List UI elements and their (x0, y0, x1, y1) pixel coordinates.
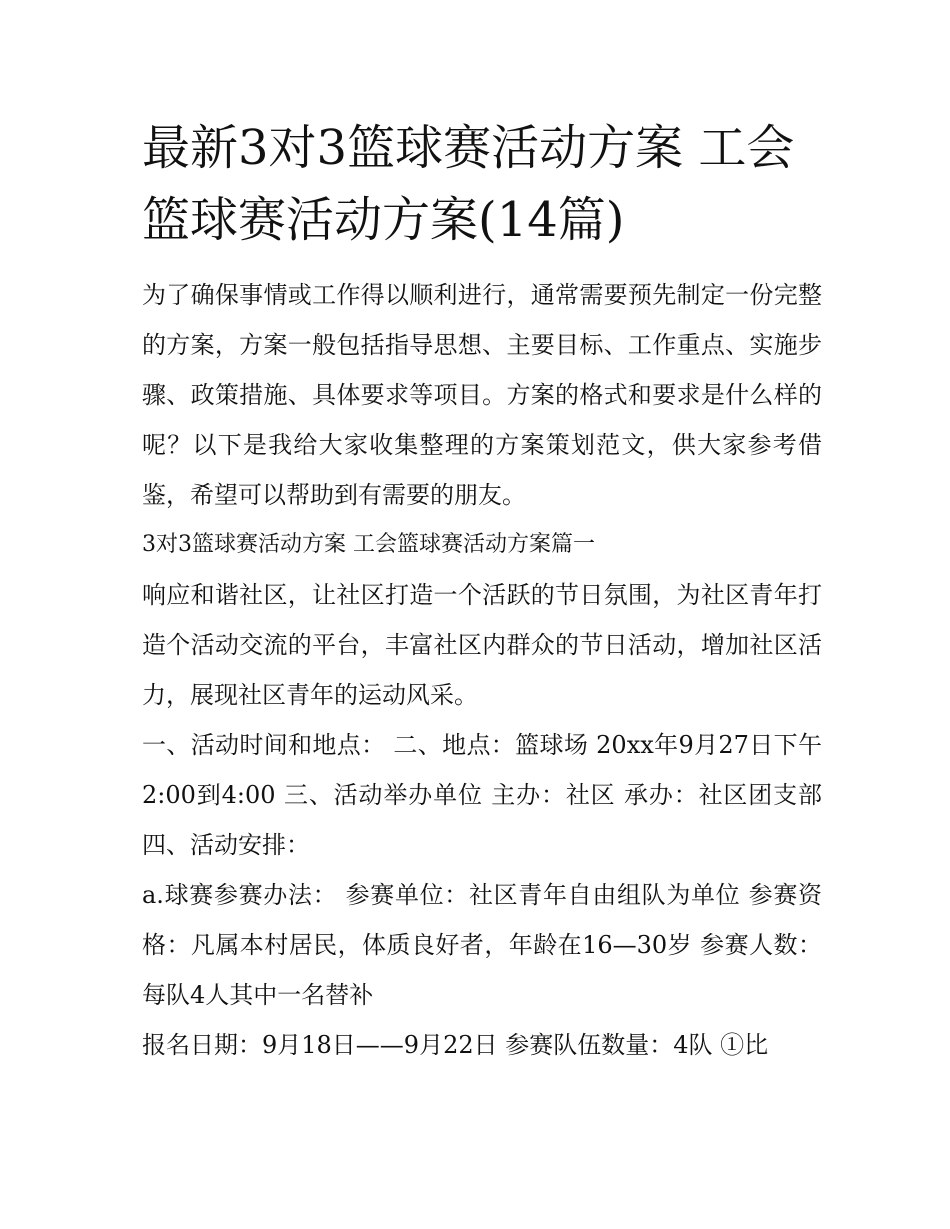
body-paragraph-4: 报名日期：9月18日——9月22日 参赛队伍数量：4队 ①比 (142, 1031, 769, 1059)
body-paragraph-3: a.球赛参赛办法： 参赛单位：社区青年自由组队为单位 参赛资格：凡属本村居民，体质良好者，年龄在16—30岁 参赛人数：每队4人其中一名替补 (142, 881, 822, 1009)
intro-paragraph: 为了确保事情或工作得以顺利进行，通常需要预先制定一份完整的方案，方案一般包括指导思想、主要目标、工作重点、实施步骤、政策措施、具体要求等项目。方案的格式和要求是什么样的呢？以下是我给大家收集整理的方案策划范文，供大家参考借鉴，希望可以帮助到有需要的朋友。 (142, 281, 822, 509)
section-heading: 3对3篮球赛活动方案 工会篮球赛活动方案篇一 (142, 532, 595, 557)
document-title: 最新3对3篮球赛活动方案 工会篮球赛活动方案(14篇) (142, 120, 795, 248)
body-paragraph-2: 一、活动时间和地点： 二、地点：篮球场 20xx年9月27日下午2:00到4:00 三、活动举办单位 主办：社区 承办：社区团支部 四、活动安排： (142, 731, 822, 859)
body-paragraph-1: 响应和谐社区，让社区打造一个活跃的节日氛围，为社区青年打造个活动交流的平台，丰富社区内群众的节日活动，增加社区活力，展现社区青年的运动风采。 (142, 581, 822, 709)
document-page (142, 112, 822, 1070)
